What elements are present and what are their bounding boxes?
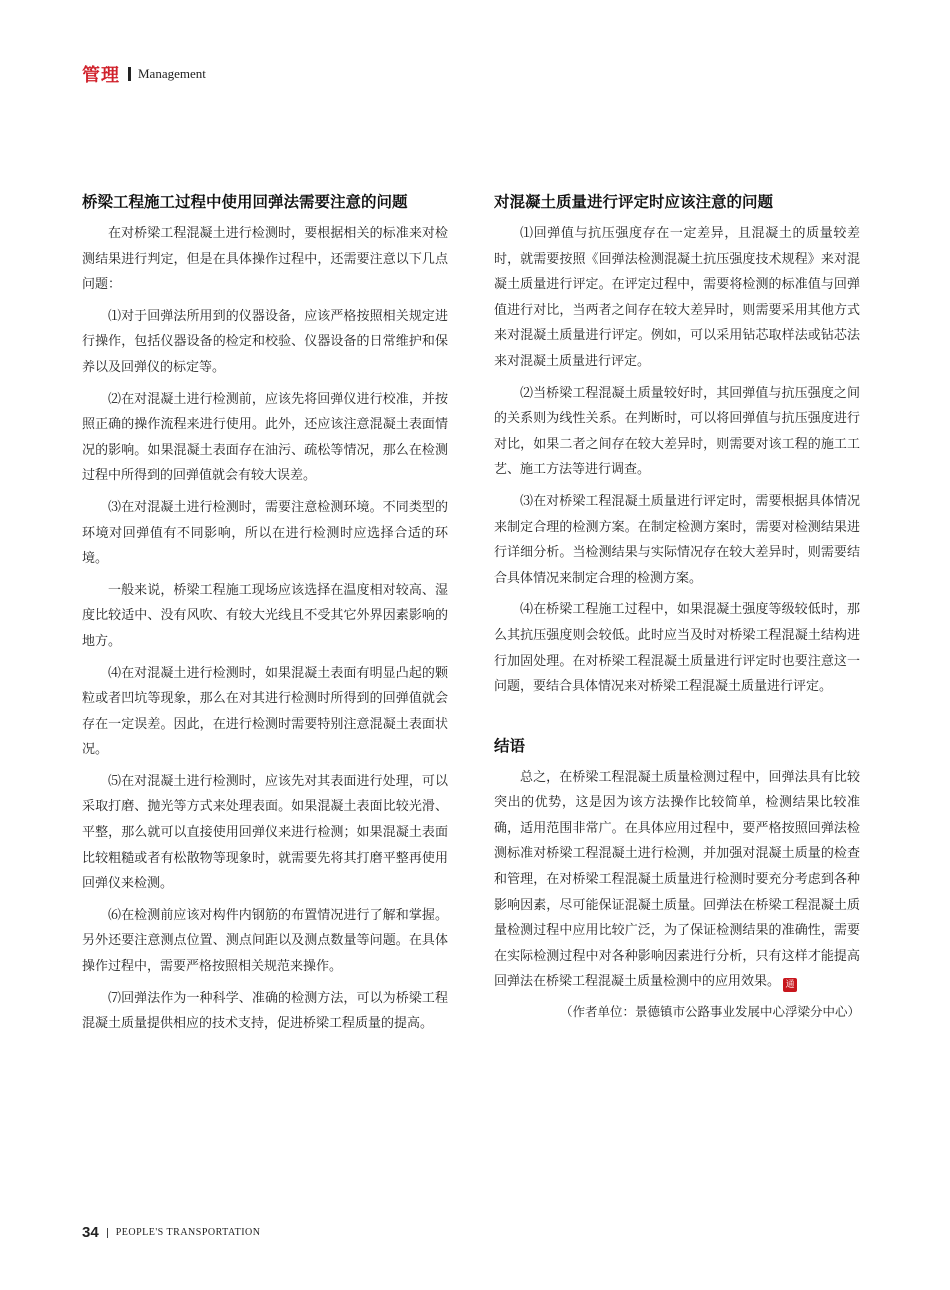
- right-paragraph-1: ⑴回弹值与抗压强度存在一定差异，且混凝土的质量较差时，就需要按照《回弹法检测混凝土抗压强度技术规程》来对混凝土质量进行评定。在评定过程中，需要将检测的标准值与回弹值进行对比，当两者之间存在较大差异时，则需要采用其他方式来对混凝土质量进行评定。例如，可以采用钻芯取样法或钻芯法来对混凝土质量进行评定。: [494, 226, 860, 369]
- section-title-cn: 管理: [82, 65, 120, 86]
- right-paragraph-4: ⑷在桥梁工程施工过程中，如果混凝土强度等级较低时，那么其抗压强度则会较低。此时应当及时对桥梁工程混凝土结构进行加固处理。在对桥梁工程混凝土质量进行评定时也要注意这一问题，要结合具体情况来对桥梁工程混凝土质量进行评定。: [494, 602, 860, 695]
- page-footer: [82, 1224, 260, 1241]
- author-affiliation: （作者单位：景德镇市公路事业发展中心浮梁分中心）: [559, 1004, 860, 1020]
- left-paragraph-1: 在对桥梁工程混凝土进行检测时，要根据相关的标准来对检测结果进行判定，但是在具体操作过程中，还需要注意以下几点问题：: [82, 226, 448, 293]
- conclusion-text: 总之，在桥梁工程混凝土质量检测过程中，回弹法具有比较突出的优势，这是因为该方法操作比较简单，检测结果比较准确，适用范围非常广。在具体应用过程中，要严格按照回弹法检测标准对桥梁工程混凝土进行检测，并加强对混凝土质量的检查和管理，在对桥梁工程混凝土质量进行检测时要充分考虑到各种影响因素，尽可能保证混凝土质量。回弹法在桥梁工程混凝土质量检测过程中应用比较广泛，为了保证检测结果的准确性，需要在实际检测过程中对各种影响因素进行分析，只有这样才能提高回弹法在桥梁工程混凝土质量检测中的应用效果。: [494, 769, 860, 990]
- page-header: [82, 61, 206, 87]
- left-paragraph-5: 一般来说，桥梁工程施工现场应该选择在温度相对较高、湿度比较适中、没有风吹、有较大光线且不受其它外界因素影响的地方。: [82, 582, 448, 649]
- page-number: 34: [82, 1224, 99, 1241]
- left-heading: 桥梁工程施工过程中使用回弹法需要注意的问题: [82, 193, 408, 211]
- conclusion-heading: 结语: [494, 736, 526, 755]
- end-mark-icon: 通: [783, 978, 797, 992]
- left-paragraph-3: ⑵在对混凝土进行检测前，应该先将回弹仪进行校准，并按照正确的操作流程来进行使用。此外，还应该注意混凝土表面情况的影响。如果混凝土表面存在油污、疏松等情况，那么在检测过程中所得到的回弹值就会有较大误差。: [82, 391, 448, 484]
- left-paragraph-7: ⑸在对混凝土进行检测时，应该先对其表面进行处理，可以采取打磨、抛光等方式来处理表面。如果混凝土表面比较光滑、平整，那么就可以直接使用回弹仪来进行检测；如果混凝土表面比较粗糙或者有松散物等现象时，就需要先将其打磨平整再使用回弹仪来检测。: [82, 773, 448, 892]
- header-divider: [128, 67, 131, 81]
- right-column: [494, 190, 860, 1023]
- section-title-en: Management: [138, 66, 206, 81]
- left-paragraph-4: ⑶在对混凝土进行检测时，需要注意检测环境。不同类型的环境对回弹值有不同影响，所以在进行检测时应选择合适的环境。: [82, 499, 448, 567]
- footer-divider: [107, 1228, 108, 1238]
- left-paragraph-8: ⑹在检测前应该对构件内钢筋的布置情况进行了解和掌握。另外还要注意测点位置、测点间距以及测点数量等问题。在具体操作过程中，需要严格按照相关规范来操作。: [82, 907, 448, 975]
- conclusion-paragraph: [494, 765, 860, 995]
- left-paragraph-9: ⑺回弹法作为一种科学、准确的检测方法，可以为桥梁工程混凝土质量提供相应的技术支持，促进桥梁工程质量的提高。: [82, 990, 448, 1032]
- left-paragraph-2: ⑴对于回弹法所用到的仪器设备，应该严格按照相关规定进行操作，包括仪器设备的检定和校验、仪器设备的日常维护和保养以及回弹仪的标定等。: [82, 308, 448, 375]
- left-paragraph-6: ⑷在对混凝土进行检测时，如果混凝土表面有明显凸起的颗粒或者凹坑等现象，那么在对其进行检测时所得到的回弹值就会存在一定误差。因此，在进行检测时需要特别注意混凝土表面状况。: [82, 665, 448, 758]
- right-paragraph-2: ⑵当桥梁工程混凝土质量较好时，其回弹值与抗压强度之间的关系则为线性关系。在判断时，可以将回弹值与抗压强度进行对比，如果二者之间存在较大差异时，则需要对该工程的施工工艺、施工方法等进行调查。: [494, 385, 860, 478]
- left-column: [82, 190, 448, 1043]
- right-paragraph-3: ⑶在对桥梁工程混凝土质量进行评定时，需要根据具体情况来制定合理的检测方案。在制定检测方案时，需要对检测结果进行详细分析。当检测结果与实际情况存在较大差异时，则需要结合具体情况来制定合理的检测方案。: [494, 493, 860, 586]
- right-heading: 对混凝土质量进行评定时应该注意的问题: [494, 193, 774, 211]
- publication-name: PEOPLE'S TRANSPORTATION: [115, 1227, 261, 1238]
